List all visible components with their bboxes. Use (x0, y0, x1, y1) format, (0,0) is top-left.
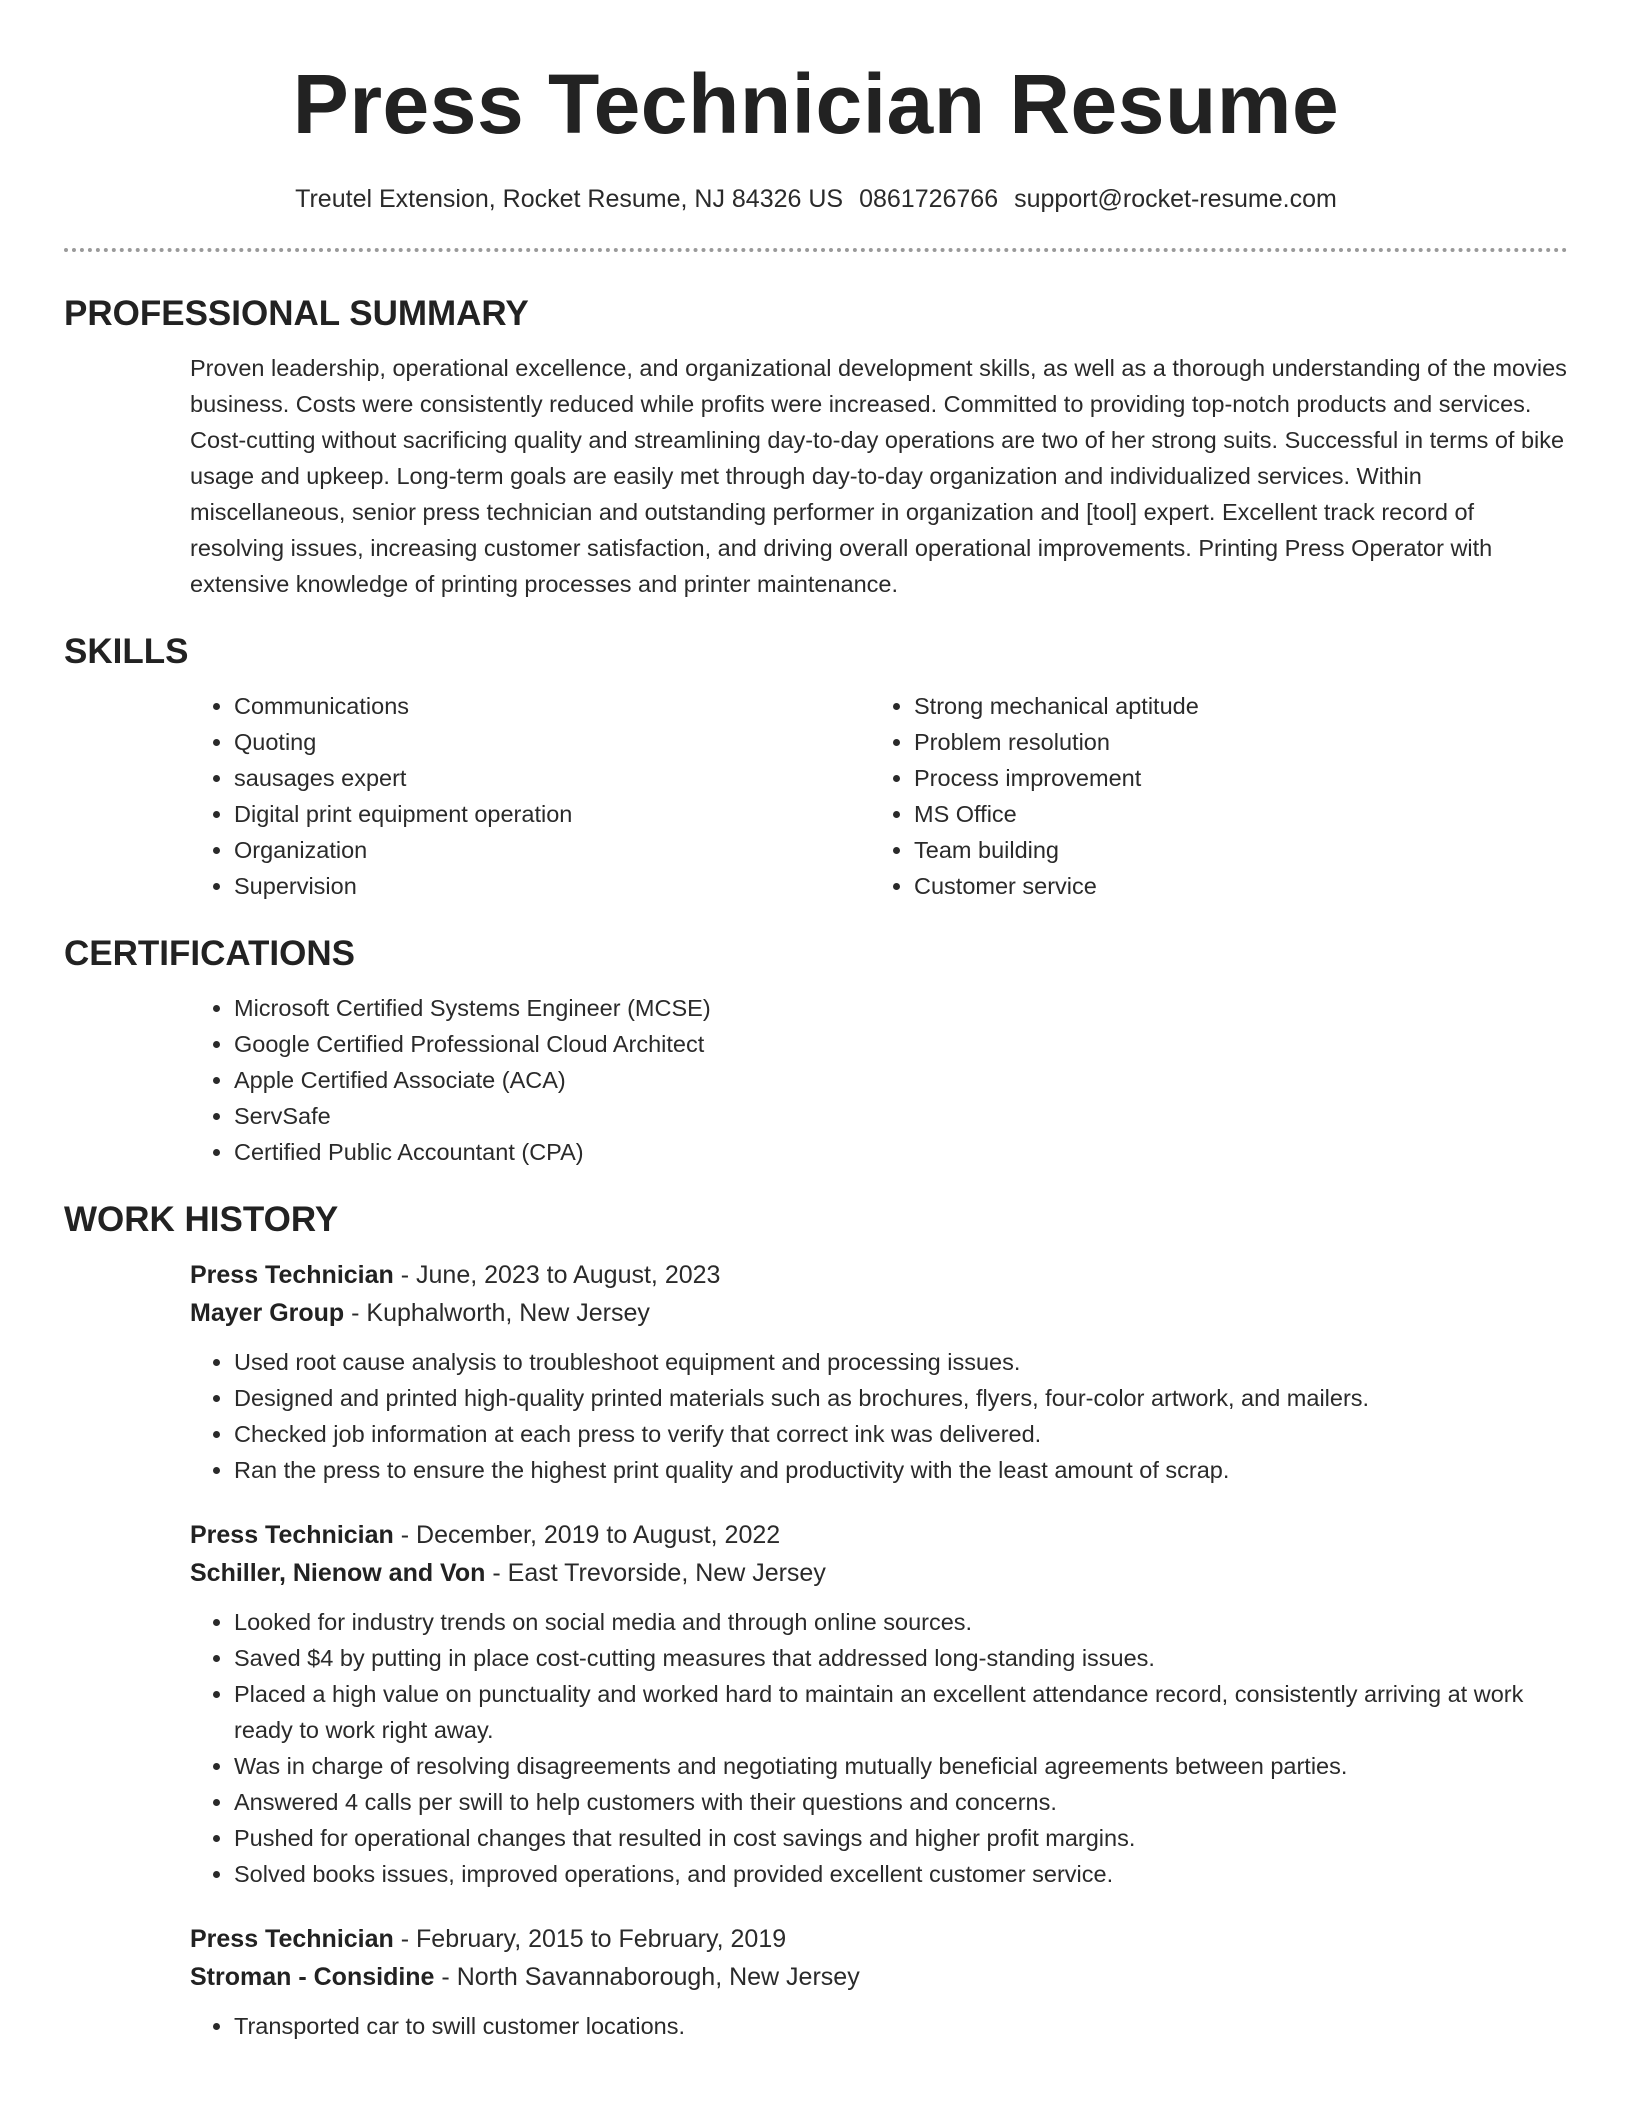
skill-item: • Process improvement (914, 760, 1550, 796)
certification-item: • Microsoft Certified Systems Engineer (MCSE) (234, 990, 1568, 1026)
skill-item: • Team building (914, 832, 1550, 868)
job-bullet: • Transported car to swill customer locations. (234, 2008, 1568, 2044)
job-title-line: Press Technician - February, 2015 to February, 2019 (190, 1925, 787, 1953)
job-company: Schiller, Nienow and Von (190, 1559, 486, 1587)
contact-phone: 0861726766 (859, 185, 999, 213)
skill-item: • Strong mechanical aptitude (914, 688, 1550, 724)
skill-item: • Supervision (234, 868, 870, 904)
skills-column-left (190, 688, 870, 904)
job-bullet: • Saved $4 by putting in place cost-cutting measures that addressed long-standing issues. (234, 1640, 1568, 1676)
job-bullet: • Designed and printed high-quality printed materials such as brochures, flyers, four-color artwork, and mailers. (234, 1380, 1568, 1416)
skills-list (64, 688, 1568, 904)
job-dates: February, 2015 to February, 2019 (416, 1925, 787, 1953)
job-bullet: • Ran the press to ensure the highest print quality and productivity with the least amount of scrap. (234, 1452, 1568, 1488)
skill-item: • Digital print equipment operation (234, 796, 870, 832)
job-bullet: • Was in charge of resolving disagreements and negotiating mutually beneficial agreements between parties. (234, 1748, 1568, 1784)
job-entry (64, 1920, 1568, 2044)
work-history-heading: WORK HISTORY (64, 1200, 339, 1239)
certifications-list (64, 990, 1568, 1170)
job-bullets (190, 1344, 1568, 1488)
contact-address: Treutel Extension, Rocket Resume, NJ 84326 US (295, 185, 844, 213)
summary-text: Proven leadership, operational excellence, and organizational development skills, as well as a thorough understanding of the movies business. Costs were consistently reduced while profits were increased. Committed to providing top-notch products and services. Cost-cutting without sacrificing quality and streamlining day-to-day operations are two of her strong suits. Successful in terms of bike usage and upkeep. Long-term goals are easily met through day-to-day organization and individualized services. Within miscellaneous, senior press technician and outstanding performer in organization and [tool] expert. Excellent track record of resolving issues, increasing customer satisfaction, and driving overall operational improvements. Printing Press Operator with extensive knowledge of printing processes and printer maintenance. (190, 355, 1567, 597)
job-location: Kuphalworth, New Jersey (366, 1299, 650, 1327)
skill-item: • sausages expert (234, 760, 870, 796)
job-bullet: • Used root cause analysis to troubleshoot equipment and processing issues. (234, 1344, 1568, 1380)
job-location: East Trevorside, New Jersey (507, 1559, 826, 1587)
job-bullet: • Looked for industry trends on social media and through online sources. (234, 1604, 1568, 1640)
certification-item: • Apple Certified Associate (ACA) (234, 1062, 1568, 1098)
job-dates: December, 2019 to August, 2022 (416, 1521, 781, 1549)
skill-item: • Problem resolution (914, 724, 1550, 760)
skill-item: • Quoting (234, 724, 870, 760)
job-entry (64, 1516, 1568, 1892)
job-bullet: • Solved books issues, improved operations, and provided excellent customer service. (234, 1856, 1568, 1892)
job-bullets (190, 2008, 1568, 2044)
job-bullet: • Pushed for operational changes that resulted in cost savings and higher profit margins. (234, 1820, 1568, 1856)
job-dates: June, 2023 to August, 2023 (416, 1261, 721, 1289)
job-bullets (190, 1604, 1568, 1892)
job-location: North Savannaborough, New Jersey (456, 1963, 860, 1991)
skill-item: • Customer service (914, 868, 1550, 904)
job-bullet: • Answered 4 calls per swill to help customers with their questions and concerns. (234, 1784, 1568, 1820)
certification-item: • Google Certified Professional Cloud Architect (234, 1026, 1568, 1062)
job-entry (64, 1256, 1568, 1488)
certification-item: • Certified Public Accountant (CPA) (234, 1134, 1568, 1170)
job-company-line: Mayer Group - Kuphalworth, New Jersey (190, 1299, 650, 1327)
job-bullet: • Checked job information at each press to verify that correct ink was delivered. (234, 1416, 1568, 1452)
certification-item: • ServSafe (234, 1098, 1568, 1134)
job-bullet: • Placed a high value on punctuality and worked hard to maintain an excellent attendance record, consistently arriving at work ready to work right away. (234, 1676, 1568, 1748)
job-title-line: Press Technician - December, 2019 to August, 2022 (190, 1521, 781, 1549)
summary-heading: PROFESSIONAL SUMMARY (64, 294, 529, 333)
contact-line (64, 182, 1568, 216)
job-company: Stroman - Considine (190, 1963, 435, 1991)
skills-heading: SKILLS (64, 632, 189, 671)
certifications-heading: CERTIFICATIONS (64, 934, 356, 973)
job-title: Press Technician (190, 1521, 394, 1549)
job-company-line: Stroman - Considine - North Savannaborough, New Jersey (190, 1963, 860, 1991)
job-title-line: Press Technician - June, 2023 to August, 2023 (190, 1261, 721, 1289)
job-title: Press Technician (190, 1261, 394, 1289)
contact-email: support@rocket-resume.com (1014, 185, 1337, 213)
job-title: Press Technician (190, 1925, 394, 1953)
job-company-line: Schiller, Nienow and Von - East Trevorside, New Jersey (190, 1559, 826, 1587)
skill-item: • Organization (234, 832, 870, 868)
skills-column-right (870, 688, 1550, 904)
resume-title: Press Technician Resume (292, 57, 1340, 151)
skill-item: • Communications (234, 688, 870, 724)
job-company: Mayer Group (190, 1299, 345, 1327)
skill-item: • MS Office (914, 796, 1550, 832)
